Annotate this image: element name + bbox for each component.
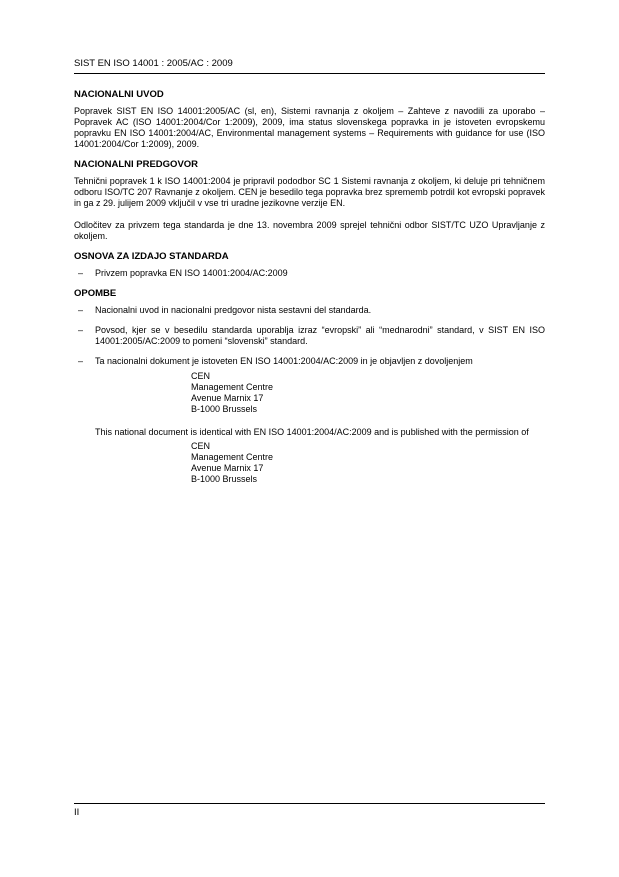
page-header-title: SIST EN ISO 14001 : 2005/AC : 2009 [74,58,233,69]
list-item-text: Ta nacionalni dokument je istoveten EN ISO 14001:2004/AC:2009 in je objavljen z dovoljenjem [95,356,473,366]
section-nacionalni-predgovor [74,159,545,242]
predgovor-paragraph-1: Tehnični popravek 1 k ISO 14001:2004 je pripravil pododbor SC 1 Sistemi ravnanja z okoljem, ki deluje pri tehničnem odboru ISO/TC 207 Ravnanje z okoljem. CEN je besedilo tega popravka brez sprememb potrdil kot evropski popravek in ga z 29. julijem 2009 vključil v vse tri uradne jezikovne verzije EN. [74,176,545,208]
address-line: B-1000 Brussels [191,474,258,484]
english-permission-text: This national document is identical with EN ISO 14001:2004/AC:2009 and is published with the permission of [95,427,529,437]
uvod-paragraph: Popravek SIST EN ISO 14001:2005/AC (sl, en), Sistemi ravnanja z okoljem – Zahteve z navodili za uporabo – Popravek AC (ISO 14001:2004/Cor 1:2009), 2009, ima status slovenskega popravka in je istoveten evropskemu popravku EN ISO 14001:2004/AC, Environmental management systems – Requirements with guidance for use (ISO 14001:2004/Cor 1:2009), 2009. [74,106,545,149]
document-body [74,89,545,497]
address-line: Avenue Marnix 17 [191,463,264,473]
list-item [74,268,545,279]
dash-marker: – [78,325,84,335]
section-nacionalni-uvod [74,89,545,150]
address-block-2 [191,441,545,485]
list-item-text: Povsod, kjer se v besedilu standarda uporablja izraz “evropski” ali “mednarodni” standard, v SIST EN ISO 14001:2005/AC:2009 to pomeni “slovenski” standard. [95,325,545,346]
address-line: CEN [191,371,211,381]
list-item [74,325,545,347]
address-line: CEN [191,441,211,451]
section-heading-predgovor: NACIONALNI PREDGOVOR [74,159,199,170]
section-opombe [74,288,545,485]
list-item-text: Nacionalni uvod in nacionalni predgovor nista sestavni del standarda. [95,305,372,315]
header-divider [74,73,545,74]
list-item [74,305,545,316]
dash-marker: – [78,305,84,315]
address-line: B-1000 Brussels [191,404,258,414]
dash-marker: – [78,268,84,278]
address-line: Management Centre [191,452,274,462]
list-item-text: Privzem popravka EN ISO 14001:2004/AC:2009 [95,268,288,278]
page-number: II [74,807,80,818]
address-line: Avenue Marnix 17 [191,393,264,403]
address-block-1 [191,371,545,415]
section-heading-opombe: OPOMBE [74,288,117,299]
section-osnova [74,251,545,279]
list-item [74,356,545,367]
address-line: Management Centre [191,382,274,392]
section-heading-uvod: NACIONALNI UVOD [74,89,164,100]
footer-divider [74,803,545,804]
predgovor-paragraph-2: Odločitev za privzem tega standarda je dne 13. novembra 2009 sprejel tehnični odbor SIST/TC UZO Upravljanje z okoljem. [74,220,545,241]
dash-marker: – [78,356,84,366]
section-heading-osnova: OSNOVA ZA IZDAJO STANDARDA [74,251,229,262]
